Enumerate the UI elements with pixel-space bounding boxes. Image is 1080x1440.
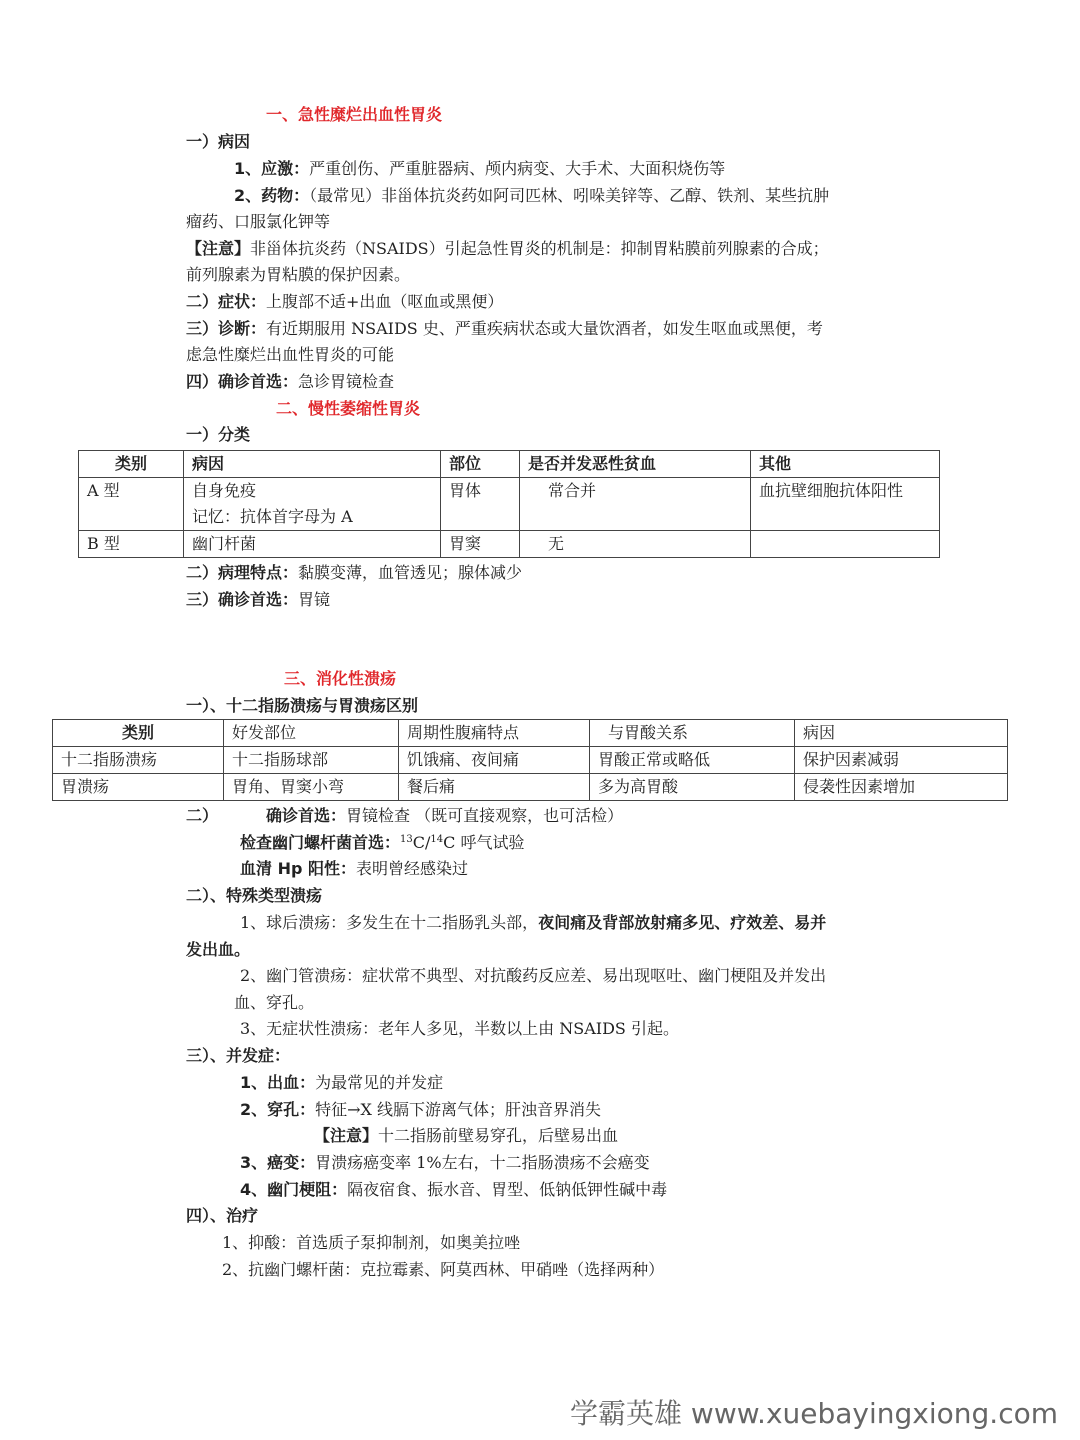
s1-diagnosis: 三）诊断：有近期服用 NSAIDS 史、严重疾病状态或大量饮酒者，如发生呕血或黑便，考 [186,319,823,338]
s1-cause-heading: 一）病因 [186,132,251,151]
s1-note: 【注意】非甾体抗炎药（NSAIDS）引起急性胃炎的机制是：抑制胃粘膜前列腺素的合成； [186,239,829,258]
s3-comp-4: 4、幽门梗阻：隔夜宿食、振水音、胃型、低钠低钾性碱中毒 [240,1180,668,1199]
table-header-row [53,720,1008,747]
s3-special-heading: 二）、特殊类型溃疡 [186,886,323,905]
table-header-row [79,451,940,478]
table-cell: 十二指肠球部 [224,747,399,774]
table-cell: 血抗壁细胞抗体阳性 [751,478,940,531]
table-header: 周期性腹痛特点 [399,720,590,747]
ulcer-comparison-table [52,719,1008,801]
s3-special-3: 3、无症状性溃疡：老年人多见，半数以上由 NSAIDS 引起。 [240,1019,679,1038]
s3-special-2: 2、幽门管溃疡：症状常不典型、对抗酸药反应差、易出现呕吐、幽门梗阻及并发出 [240,966,827,985]
s3-hp-test: 检查幽门螺杆菌首选：$^{13}$C/$^{14}$C 呼气试验 [240,833,525,852]
s1-note-cont: 前列腺素为胃粘膜的保护因素。 [186,265,411,284]
table-cell: 胃窦 [441,531,520,558]
table-header: 好发部位 [224,720,399,747]
s3-comp-2-note: 【注意】十二指肠前壁易穿孔，后壁易出血 [314,1126,619,1145]
s1-cause-2: 2、药物：（最常见）非甾体抗炎药如阿司匹林、吲哚美锌等、乙醇、铁剂、某些抗肿 [234,186,830,205]
s1-confirm: 四）确诊首选：急诊胃镜检查 [186,372,395,391]
s3-complication-heading: 三）、并发症： [186,1046,291,1065]
s3-special-2-cont: 血、穿孔。 [234,993,315,1012]
table-cell: 饥饿痛、夜间痛 [399,747,590,774]
table-row [79,478,940,531]
table-header: 是否并发恶性贫血 [520,451,751,478]
table-cell: A 型 [79,478,184,531]
s1-cause-2-cont: 瘤药、口服氯化钾等 [186,212,331,231]
s3-treatment-1: 1、抑酸：首选质子泵抑制剂，如奥美拉唑 [222,1233,521,1252]
table-cell: 多为高胃酸 [590,774,795,801]
table-header: 部位 [441,451,520,478]
table-cell: 胃溃疡 [53,774,224,801]
table-cell: 常合并 [520,478,751,531]
table-cell: 胃角、胃窦小弯 [224,774,399,801]
table-row [79,531,940,558]
table-header: 病因 [795,720,1008,747]
s1-symptom: 二）症状：上腹部不适+出血（呕血或黑便） [186,292,504,311]
s3-diagnosis: 二） 确诊首选：胃镜检查 （既可直接观察，也可活检） [186,806,624,825]
table-cell: 自身免疫 记忆：抗体首字母为 A [184,478,441,531]
s3-diff-heading: 一）、十二指肠溃疡与胃溃疡区别 [186,696,419,715]
table-cell: 胃酸正常或略低 [590,747,795,774]
s2-pathology: 二）病理特点：黏膜变薄，血管透见；腺体减少 [186,563,523,582]
section1-title: 一、急性糜烂出血性胃炎 [266,105,443,124]
s3-special-1-cont: 发出血。 [186,940,251,959]
gastritis-type-table [78,450,940,558]
s2-class-heading: 一）分类 [186,425,251,444]
table-cell: B 型 [79,531,184,558]
table-row [53,774,1008,801]
s3-special-1: 1、球后溃疡：多发生在十二指肠乳头部，夜间痛及背部放射痛多见、疗效差、易并 [240,913,827,932]
table-header: 类别 [79,451,184,478]
table-header: 类别 [53,720,224,747]
s3-comp-3: 3、癌变：胃溃疡癌变率 1%左右，十二指肠溃疡不会癌变 [240,1153,650,1172]
table-cell: 侵袭性因素增加 [795,774,1008,801]
s1-cause-1: 1、应激：严重创伤、严重脏器病、颅内病变、大手术、大面积烧伤等 [234,159,726,178]
table-cell [751,531,940,558]
table-cell: 胃体 [441,478,520,531]
s3-comp-1: 1、出血：为最常见的并发症 [240,1073,444,1092]
section3-title: 三、消化性溃疡 [284,669,397,688]
s3-treatment-heading: 四）、治疗 [186,1206,259,1225]
s1-diagnosis-cont: 虑急性糜烂出血性胃炎的可能 [186,345,395,364]
table-cell: 餐后痛 [399,774,590,801]
s3-treatment-2: 2、抗幽门螺杆菌：克拉霉素、阿莫西林、甲硝唑（选择两种） [222,1260,665,1279]
table-cell: 十二指肠溃疡 [53,747,224,774]
s3-serum: 血清 Hp 阳性：表明曾经感染过 [240,859,469,878]
table-header: 其他 [751,451,940,478]
footer-watermark: 学霸英雄 www.xuebayingxiong.com [570,1397,1058,1430]
section2-title: 二、慢性萎缩性胃炎 [276,399,421,418]
table-header: 病因 [184,451,441,478]
s2-confirm: 三）确诊首选：胃镜 [186,590,331,609]
table-cell: 保护因素减弱 [795,747,1008,774]
table-cell: 幽门杆菌 [184,531,441,558]
table-cell: 无 [520,531,751,558]
table-row [53,747,1008,774]
s3-comp-2: 2、穿孔：特征→X 线膈下游离气体；肝浊音界消失 [240,1100,602,1119]
table-header: 与胃酸关系 [590,720,795,747]
